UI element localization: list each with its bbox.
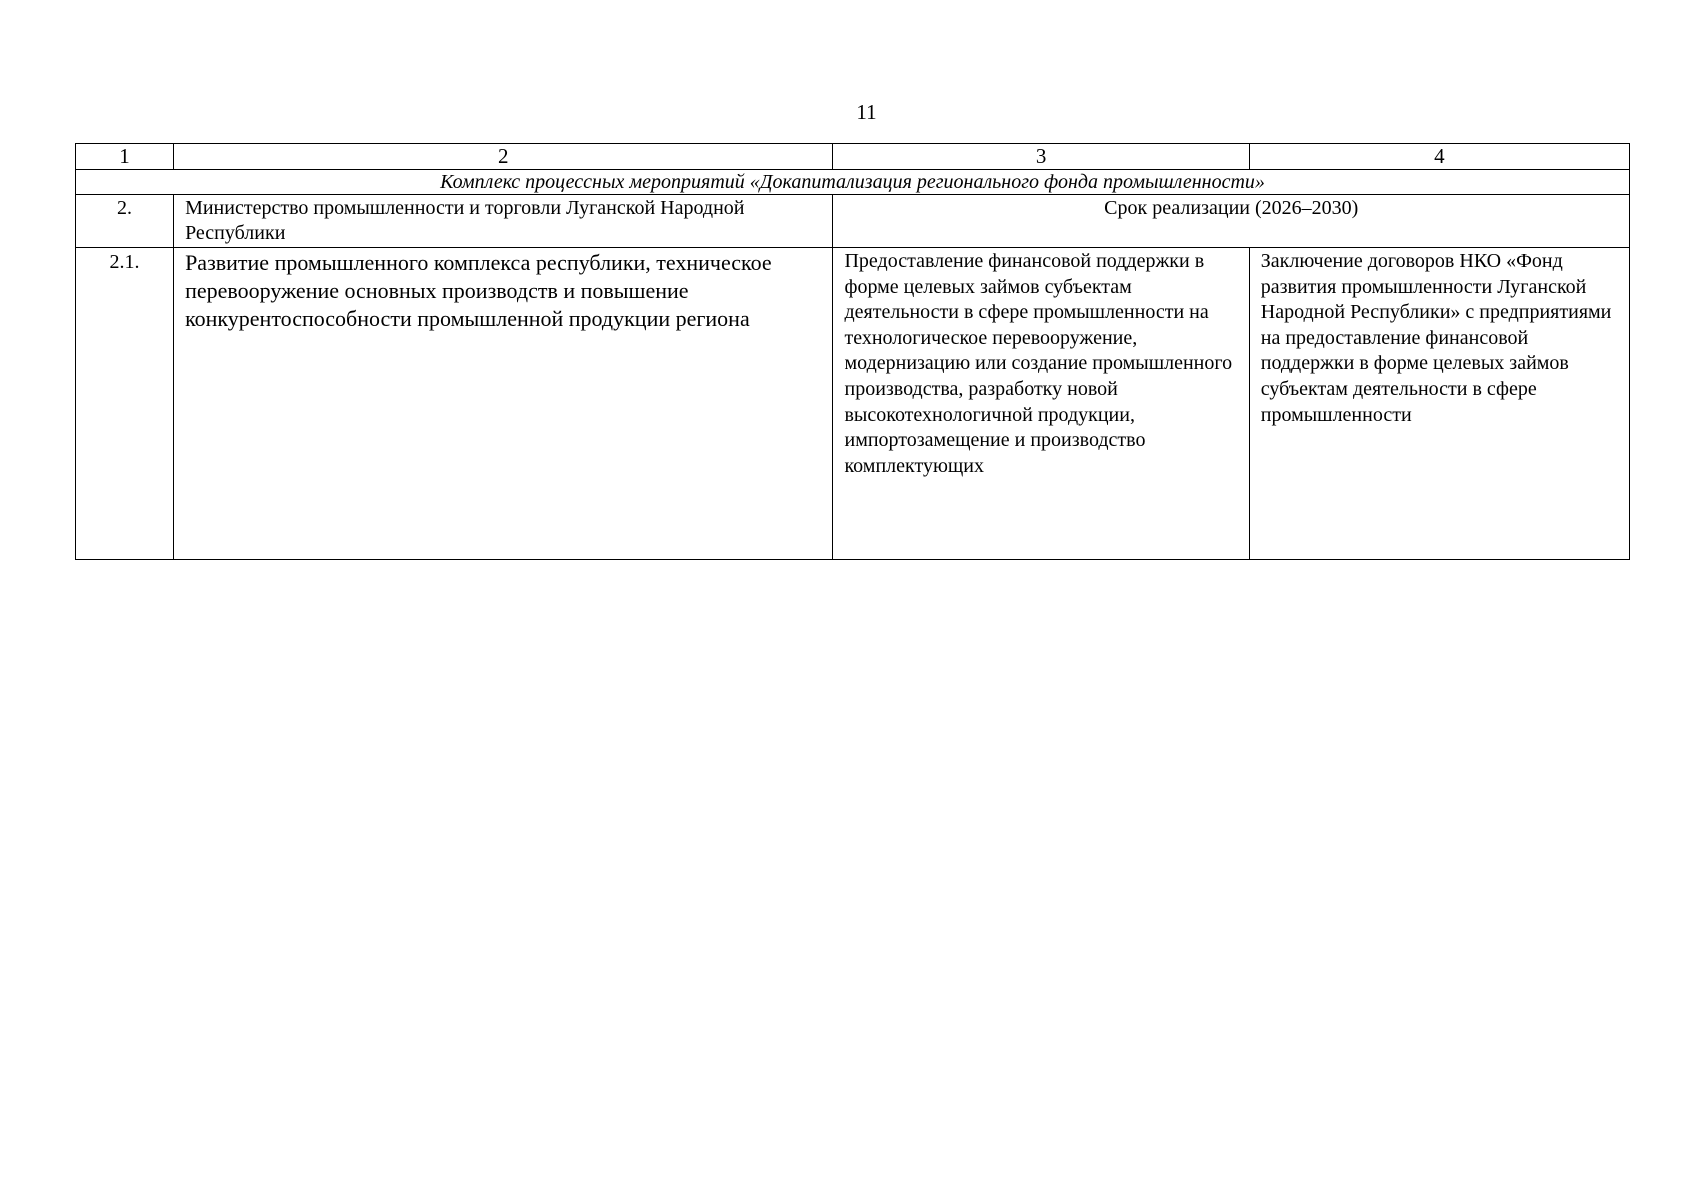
- section-title: Комплекс процессных мероприятий «Докапитализация регионального фонда промышленности»: [76, 170, 1630, 195]
- implementation-term: Срок реализации (2026–2030): [833, 195, 1630, 248]
- column-number-4: 4: [1249, 144, 1629, 170]
- measures-table: [75, 143, 1630, 560]
- section-row: [76, 170, 1630, 195]
- column-number-3: 3: [833, 144, 1249, 170]
- row-number: 2.1.: [76, 248, 174, 560]
- column-number-row: [76, 144, 1630, 170]
- responsible-executor: Министерство промышленности и торговли Луганской Народной Республики: [174, 195, 833, 248]
- table-row: [76, 248, 1630, 560]
- indicator-description: Заключение договоров НКО «Фонд развития промышленности Луганской Народной Республики» с предприятиями на предоставление финансовой поддержки в форме целевых займов субъектам деятельности в сфере промышленности: [1249, 248, 1629, 560]
- row-number: 2.: [76, 195, 174, 248]
- task-description: Развитие промышленного комплекса республики, техническое перевооружение основных производств и повышение конкурентоспособности промышленной продукции региона: [174, 248, 833, 560]
- column-number-1: 1: [76, 144, 174, 170]
- page-number: 11: [856, 100, 877, 124]
- column-number-2: 2: [174, 144, 833, 170]
- table-row: [76, 195, 1630, 248]
- effect-description: Предоставление финансовой поддержки в форме целевых займов субъектам деятельности в сфере промышленности на технологическое перевооружение, модернизацию или создание промышленного производства, разработку новой высокотехнологичной продукции, импортозамещение и производство комплектующих: [833, 248, 1249, 560]
